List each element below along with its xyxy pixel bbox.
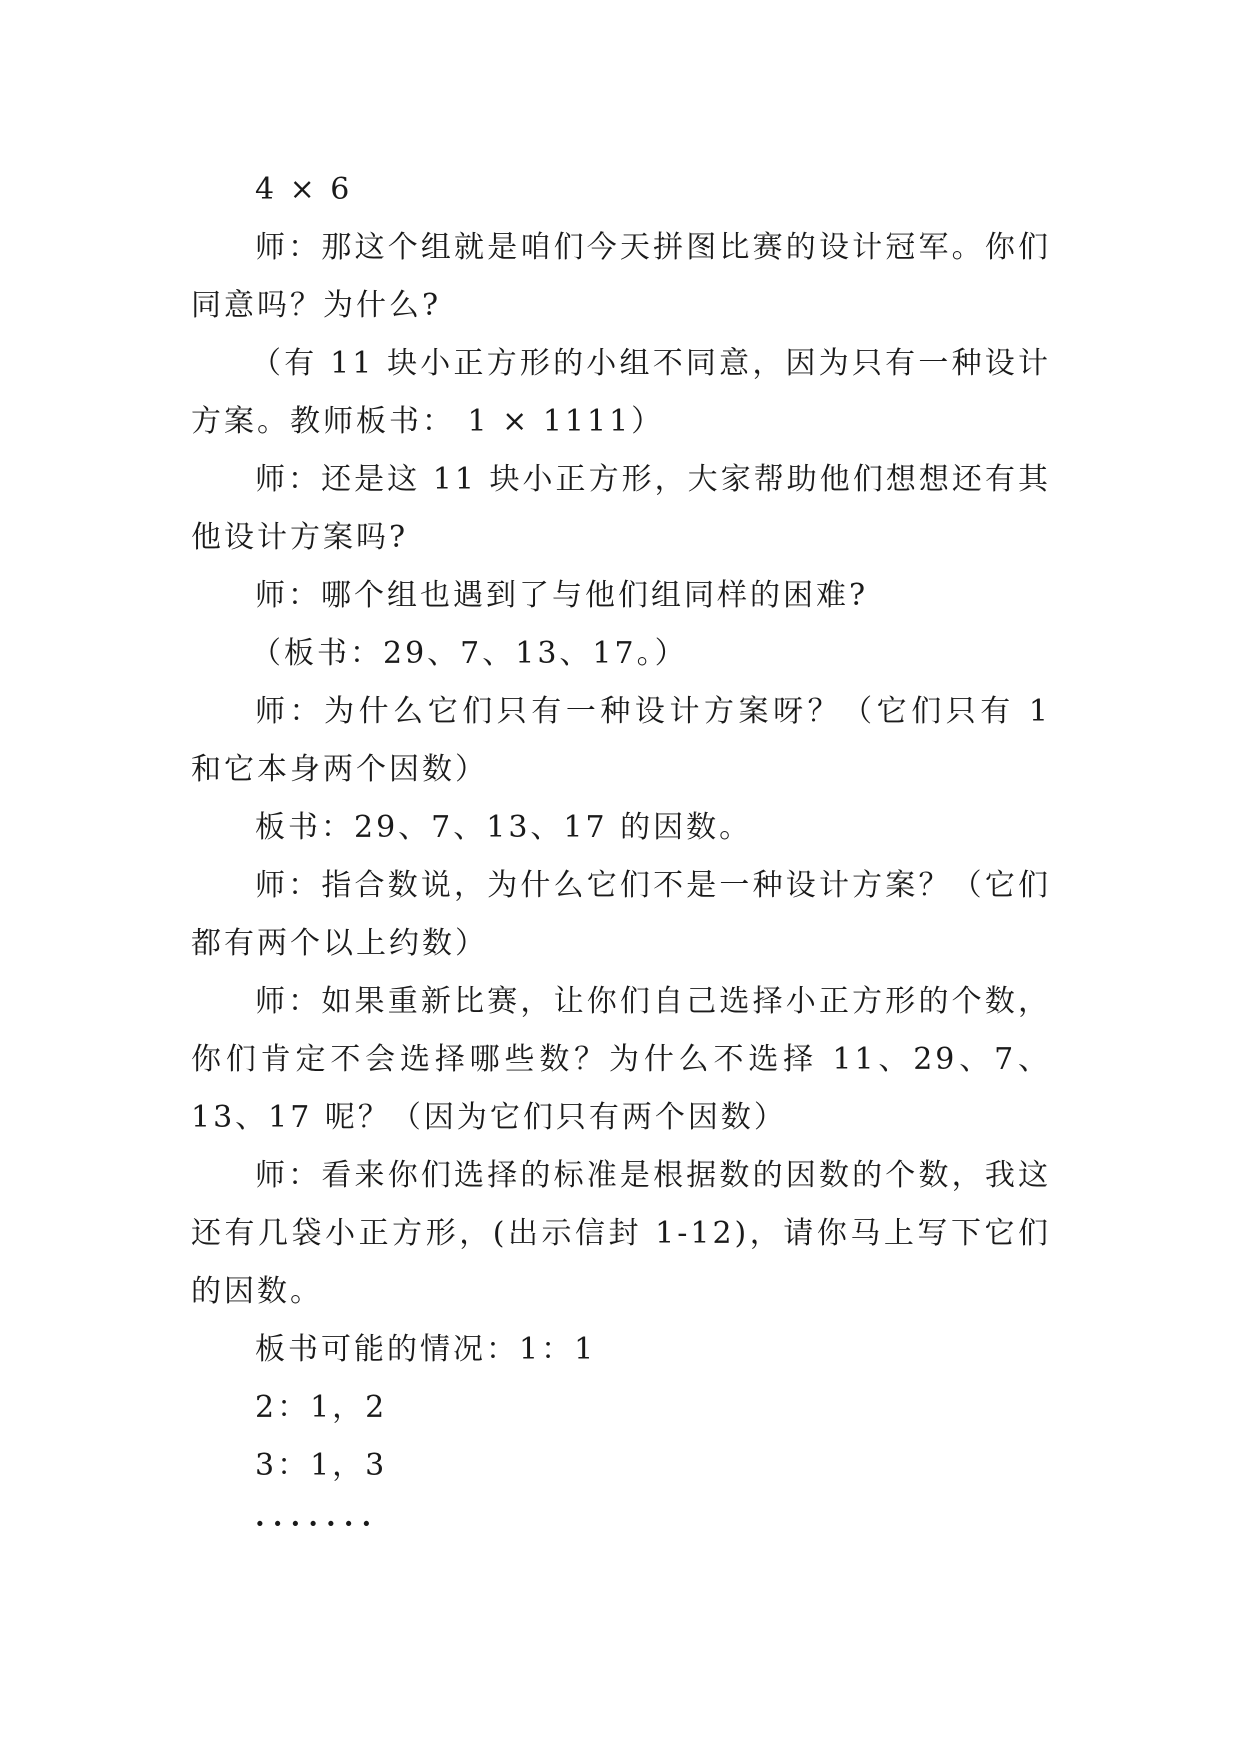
teacher-line-champion: 师：那这个组就是咱们今天拼图比赛的设计冠军。你们同意吗？为什么? [191, 230, 1051, 323]
teacher-line-composite: 师：指合数说，为什么它们不是一种设计方案？（它们都有两个以上约数） [191, 868, 1051, 961]
note-eleven-squares: （有 11 块小正方形的小组不同意，因为只有一种设计方案。教师板书： 1 × 1111） [191, 346, 1051, 439]
board-note-primes: （板书：29、7、13、17。） [251, 636, 688, 671]
teacher-line-rematch: 师：如果重新比赛，让你们自己选择小正方形的个数，你们肯定不会选择哪些数？为什么不选择 11、29、7、13、17 呢？（因为它们只有两个因数） [191, 984, 1051, 1135]
board-possible-3: 3：1，3 [255, 1448, 388, 1483]
teacher-line-eleven: 师：还是这 11 块小正方形，大家帮助他们想想还有其他设计方案吗? [191, 462, 1051, 555]
board-possible-2: 2：1，2 [255, 1390, 388, 1425]
board-possible-1: 板书可能的情况：1：1 [255, 1332, 597, 1367]
teacher-line-why-one: 师：为什么它们只有一种设计方案呀？（它们只有 1 和它本身两个因数） [191, 694, 1051, 787]
teacher-line-envelopes: 师：看来你们选择的标准是根据数的因数的个数，我这还有几袋小正方形，(出示信封 1-12)，请你马上写下它们的因数。 [191, 1158, 1051, 1309]
ellipsis-dots: ······· [255, 1507, 380, 1540]
document-body [191, 161, 1051, 1553]
teacher-line-difficulty: 师：哪个组也遇到了与他们组同样的困难? [255, 578, 869, 613]
board-factors: 板书：29、7、13、17 的因数。 [255, 810, 753, 845]
multiplication-line: 4 × 6 [255, 172, 353, 207]
